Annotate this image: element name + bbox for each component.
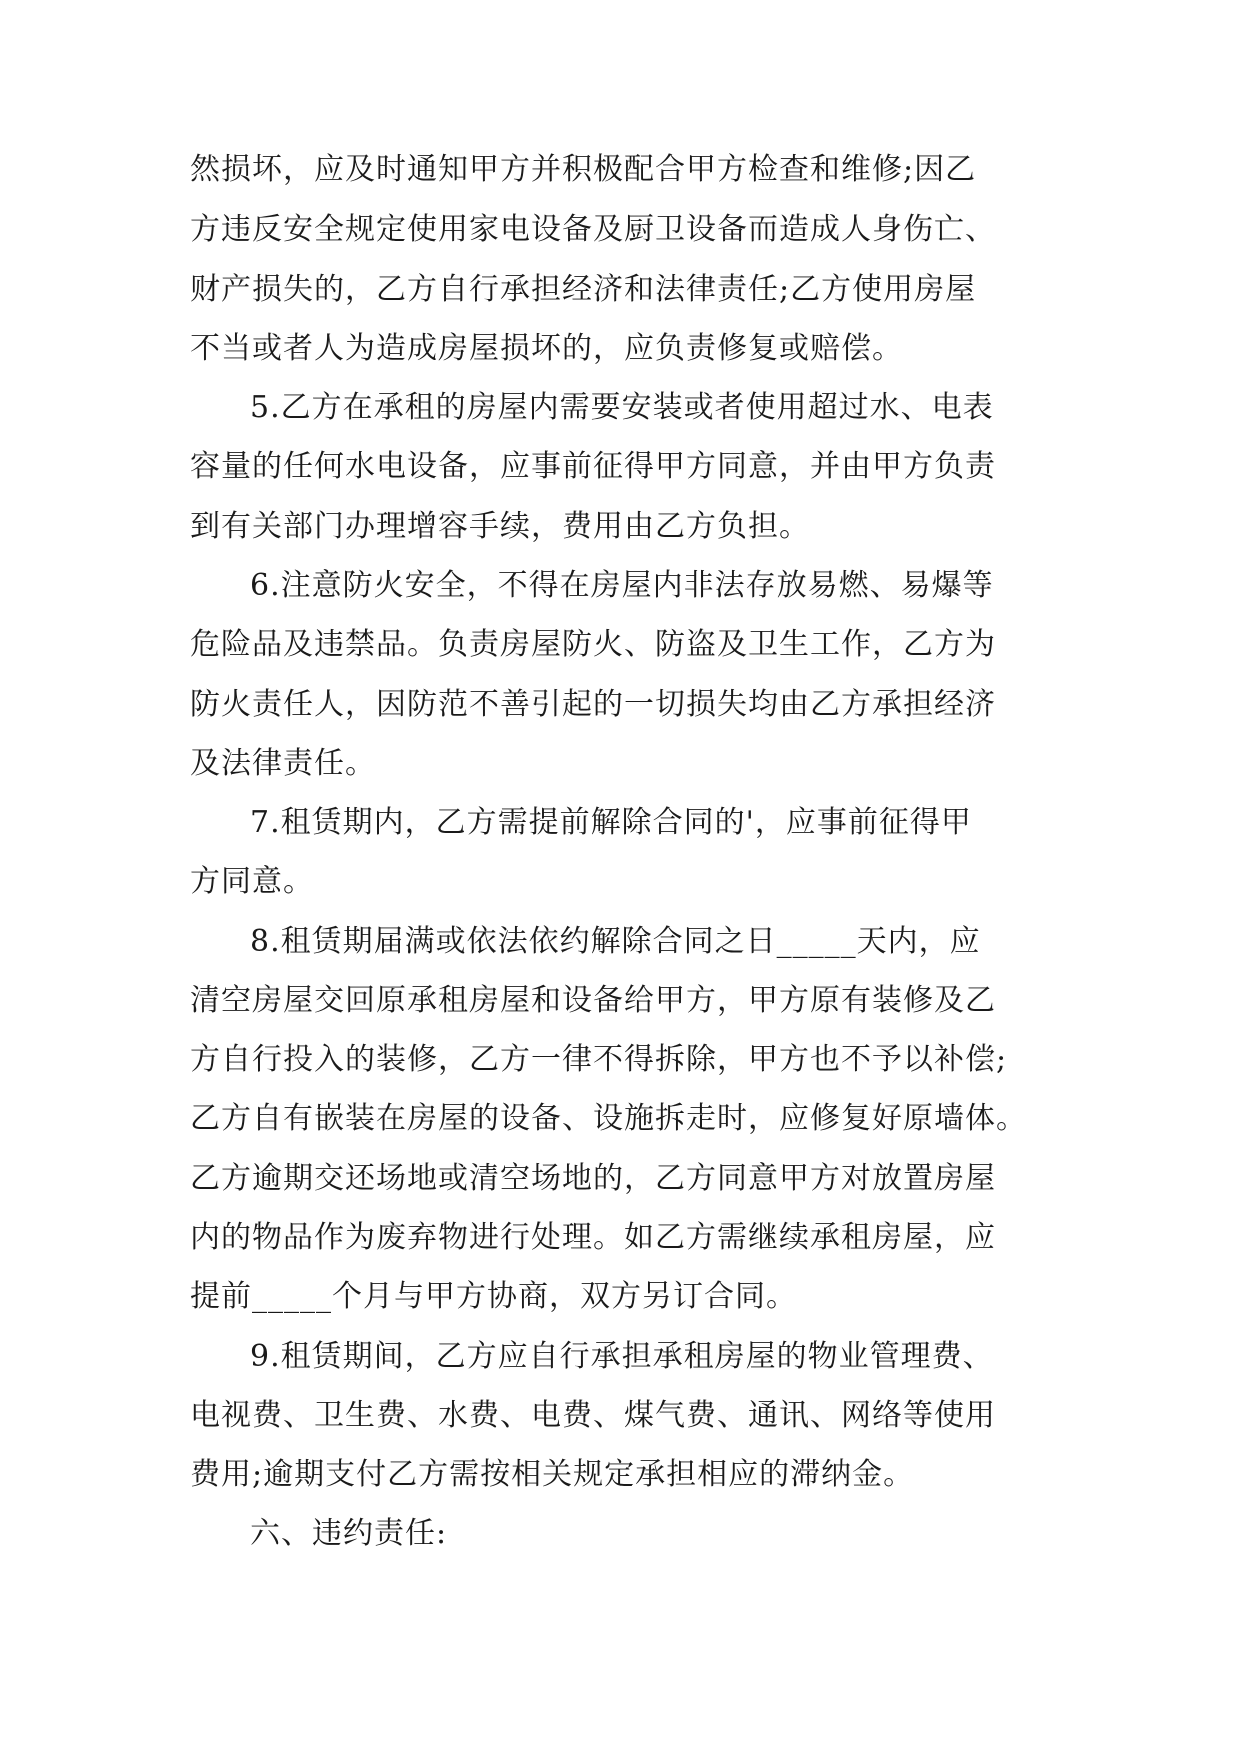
clause-7-heading-line: 7.租赁期内，乙方需提前解除合同的'，应事前征得甲 bbox=[250, 805, 972, 840]
text-line: 乙方自有嵌装在房屋的设备、设施拆走时，应修复好原墙体。 bbox=[190, 1101, 1027, 1136]
text-line: 财产损失的，乙方自行承担经济和法律责任;乙方使用房屋 bbox=[190, 272, 977, 307]
clause-9-heading-line: 9.租赁期间，乙方应自行承担承租房屋的物业管理费、 bbox=[250, 1339, 994, 1374]
text-line: 防火责任人，因防范不善引起的一切损失均由乙方承担经济 bbox=[190, 687, 996, 722]
text-line: 提前_____个月与甲方协商，双方另订合同。 bbox=[190, 1279, 797, 1314]
section-heading: 六、违约责任: bbox=[250, 1516, 448, 1551]
text-line: 不当或者人为造成房屋损坏的，应负责修复或赔偿。 bbox=[190, 331, 903, 366]
text-line: 及法律责任。 bbox=[190, 746, 376, 781]
text-line: 电视费、卫生费、水费、电费、煤气费、通讯、网络等使用 bbox=[190, 1398, 996, 1433]
text-line: 方自行投入的装修，乙方一律不得拆除，甲方也不予以补偿; bbox=[190, 1042, 1008, 1077]
clause-5-heading-line: 5.乙方在承租的房屋内需要安装或者使用超过水、电表 bbox=[250, 390, 994, 425]
text-line: 危险品及违禁品。负责房屋防火、防盗及卫生工作，乙方为 bbox=[190, 627, 996, 662]
text-line: 清空房屋交回原承租房屋和设备给甲方，甲方原有装修及乙 bbox=[190, 983, 996, 1018]
text-line: 到有关部门办理增容手续，费用由乙方负担。 bbox=[190, 509, 810, 544]
text-line: 乙方逾期交还场地或清空场地的，乙方同意甲方对放置房屋 bbox=[190, 1161, 996, 1196]
text-line: 然损坏，应及时通知甲方并积极配合甲方检查和维修;因乙 bbox=[190, 152, 977, 187]
clause-8-heading-line: 8.租赁期届满或依法依约解除合同之日_____天内，应 bbox=[250, 924, 981, 959]
text-line: 内的物品作为废弃物进行处理。如乙方需继续承租房屋，应 bbox=[190, 1220, 996, 1255]
clause-6-heading-line: 6.注意防火安全，不得在房屋内非法存放易燃、易爆等 bbox=[250, 568, 994, 603]
text-line: 方违反安全规定使用家电设备及厨卫设备而造成人身伤亡、 bbox=[190, 212, 996, 247]
text-line: 容量的任何水电设备，应事前征得甲方同意，并由甲方负责 bbox=[190, 449, 996, 484]
text-line: 方同意。 bbox=[190, 864, 314, 899]
text-line: 费用;逾期支付乙方需按相关规定承担相应的滞纳金。 bbox=[190, 1457, 915, 1492]
